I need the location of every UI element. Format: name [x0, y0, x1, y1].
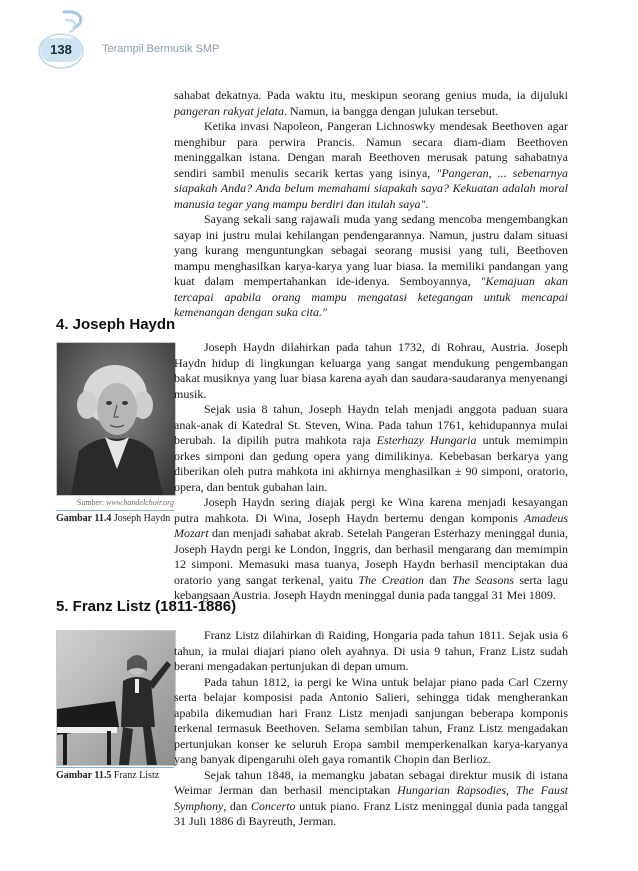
section-title-liszt: 5. Franz Listz (1811-1886) — [56, 598, 237, 615]
caption-divider — [56, 767, 174, 768]
figure-caption-haydn: Gambar 11.4 Joseph Haydn — [56, 513, 171, 524]
haydn-portrait — [56, 342, 176, 496]
liszt-painting — [56, 630, 176, 766]
paragraph: Joseph Haydn sering diajak pergi ke Wina karena menjadi kesayangan putra mahkota. Di Wina, Joseph Haydn bertemu dengan komponis Amadeus Mozart dan menjadi sahabat akrab. Setelah Pangeran Esterhazy meninggal dunia, Joseph Haydn pergi ke London, Inggris, dan berhasil mengarang dan memimpin 12 simponi. Memasuki masa tuanya, Joseph Haydn berhasil menciptakan dua oratorio yang sangat terkenal, yaitu The Creation dan The Seasons serta lagu kebangsaan Austria. Joseph Haydn meninggal dunia pada tanggal 31 Mei 1809. — [174, 495, 568, 602]
intro-text — [174, 88, 568, 321]
running-title: Terampil Bermusik SMP — [102, 43, 220, 55]
liszt-text — [174, 628, 568, 830]
liszt-painting-image — [57, 631, 175, 765]
paragraph: Sejak tahun 1848, ia memangku jabatan sebagai direktur musik di istana Weimar Jerman dan berhasil menciptakan Hungarian Rapsodies, The Faust Symphony, dan Concerto untuk piano. Franz Listz meninggal dunia pada tanggal 31 Juli 1886 di Bayreuth, Jerman. — [174, 767, 569, 828]
caption-divider — [56, 510, 174, 511]
haydn-text — [174, 340, 568, 604]
page-number: 138 — [40, 38, 82, 62]
paragraph: sahabat dekatnya. Pada waktu itu, meskipun seorang genius muda, ia dijuluki pangeran rakyat jelata. Namun, ia bangga dengan julukan tersebut. — [174, 88, 568, 118]
haydn-portrait-image — [57, 343, 175, 495]
paragraph: Pada tahun 1812, ia pergi ke Wina untuk belajar piano pada Carl Czerny serta belajar komposisi pada Antonio Salieri, sehingga tidak mengherankan apabila dikemudian hari Franz Listz menjadi sanjungan beberapa komponis terkenal termasuk Beethoven. Selama sembilan tahun, Franz Listz mengadakan pertunjukan konser ke seluruh Eropa sambil memperkenalkan karya-karyanya yang banyak dipengaruhi oleh gaya romantik Chopin dan Berlioz. — [174, 674, 568, 766]
image-credit: Sumber: www.handelchoir.org — [76, 498, 174, 507]
figure-caption-liszt: Gambar 11.5 Franz Listz — [56, 770, 160, 781]
paragraph: Franz Listz dilahirkan di Raiding, Hongaria pada tahun 1811. Sejak usia 6 tahun, ia mulai diajari piano oleh ayahnya. Di usia 9 tahun, Franz Listz sudah berani mengadakan pertunjukan di depan umum. — [174, 628, 568, 673]
section-title-haydn: 4. Joseph Haydn — [56, 316, 176, 333]
paragraph: Ketika invasi Napoleon, Pangeran Lichnoswky mendesak Beethoven agar menghibur para perwira Prancis. Namun secara diam-diam Beethoven meninggalkan istana. Dengan marah Beethoven merusak patung sahabatnya sendiri sambil menulis secarik kertas yang isinya, "Pangeran, ... sebenarnya siapakah Anda? Anda belum memahami siapakah saya? Kekuatan adalah moral manusia tegar yang mampu berdiri dan itulah saya". — [174, 119, 569, 211]
paragraph: Sejak usia 8 tahun, Joseph Haydn telah menjadi anggota paduan suara anak-anak di Katedral St. Steven, Wina. Pada tahun 1761, kehidupannya mulai berubah. Ia dipilih putra mahkota raja Esterhazy Hungaria untuk memimpin orkes simponi dan gedung opera yang dimilikinya. Kebebasan berkarya yang diberikan oleh putra mahkota ini akhirnya menghasilkan ± 90 simponi, oratorio, opera, dan bentuk gubahan lain. — [174, 402, 568, 494]
paragraph: Sayang sekali sang rajawali muda yang sedang mencoba mengembangkan sayap ini justru mulai kehilangan pendengarannya. Namun, justru dalam situasi yang kurang menguntungkan sebagai seorang musisi yang tuli, Beethoven mampu menghasilkan karya-karya yang luar biasa. Ia memiliki pandangan yang kuat dalam mempertahankan ide-idenya. Semboyannya, "Kemajuan akan tercapai apabila orang mampu mengatasi ketegangan untuk mencapai kemenangan dengan suka cita." — [174, 212, 568, 319]
paragraph: Joseph Haydn dilahirkan pada tahun 1732, di Rohrau, Austria. Joseph Haydn hidup di lingkungan keluarga yang sangat mendukung pengembangan bakat musiknya yang luar biasa karena ayah dan saudara-saudaranya menyenangi musik. — [174, 340, 568, 401]
